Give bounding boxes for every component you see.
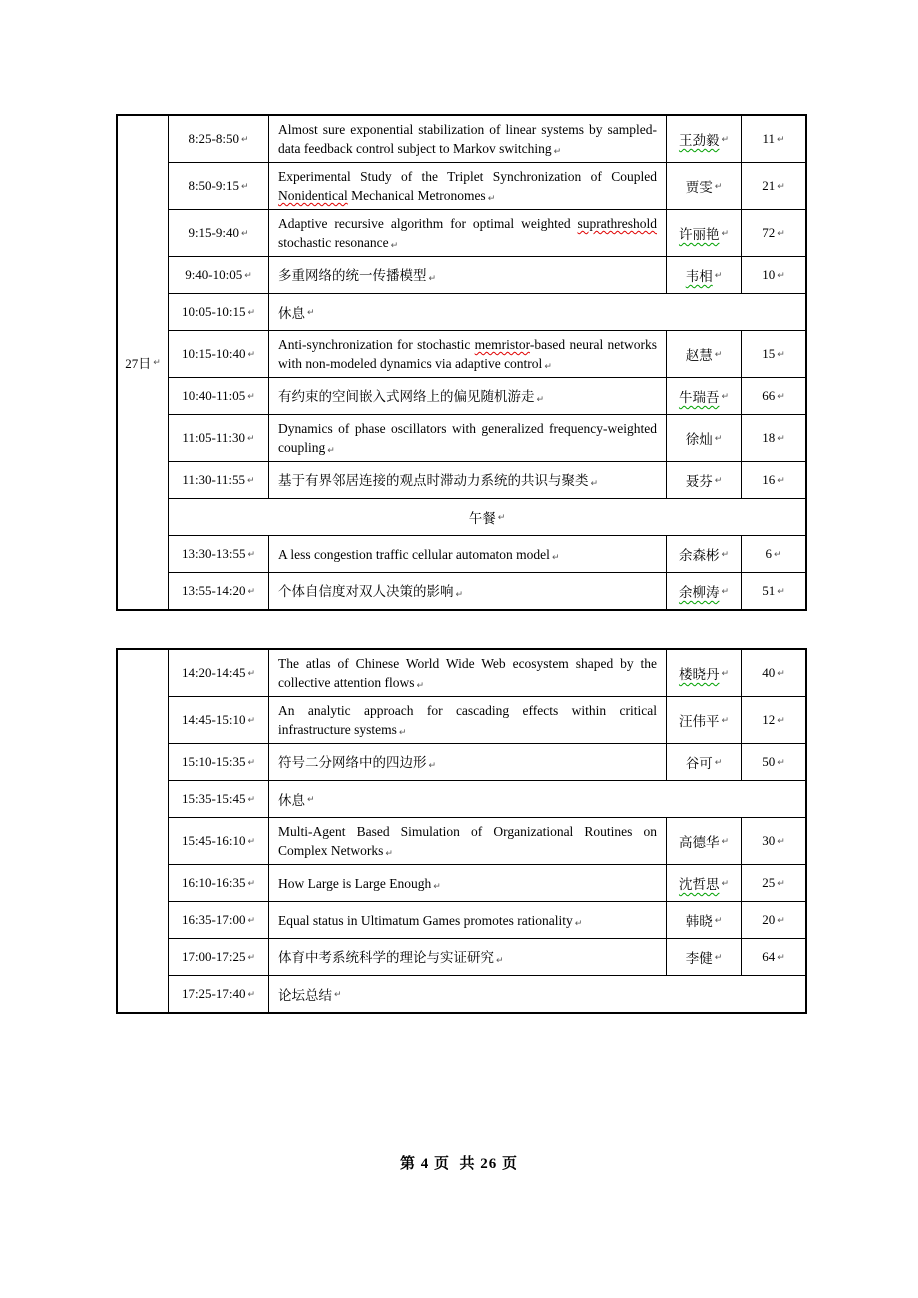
paragraph-mark-icon: ↵	[390, 241, 399, 251]
paragraph-mark-icon: ↵	[496, 955, 504, 966]
title-cell	[269, 939, 666, 975]
paragraph-mark-icon: ↵	[247, 433, 255, 444]
time-cell	[169, 939, 269, 975]
paragraph-mark-icon: ↵	[247, 475, 255, 486]
table-row	[169, 414, 805, 461]
paragraph-mark-icon: ↵	[247, 391, 255, 402]
page-number-text: 25	[762, 875, 776, 890]
title-cell	[269, 650, 666, 696]
paragraph-mark-icon: ↵	[241, 228, 249, 239]
title-cell	[269, 536, 666, 572]
time-cell	[169, 697, 269, 743]
time-text: 11:30-11:55	[182, 472, 246, 487]
table-row	[169, 975, 805, 1012]
title-fragment: Multi-Agent Based Simulation of Organizational Routines on Complex Networks	[278, 824, 657, 858]
paragraph-mark-icon: ↵	[721, 134, 730, 145]
time-text: 15:35-15:45	[181, 791, 246, 806]
title-text	[278, 822, 657, 860]
time-text: 9:15-9:40	[188, 225, 239, 240]
time-cell	[169, 744, 269, 780]
page-number-cell	[741, 163, 805, 209]
paragraph-mark-icon: ↵	[721, 715, 730, 726]
title-fragment: Mechanical Metronomes	[347, 188, 486, 203]
paragraph-mark-icon: ↵	[385, 849, 393, 859]
page-number-cell	[741, 116, 805, 162]
paragraph-mark-icon: ↵	[551, 552, 560, 563]
paragraph-mark-icon: ↵	[714, 349, 723, 360]
title-text	[278, 214, 657, 252]
paragraph-mark-icon: ↵	[244, 270, 252, 281]
table-row	[169, 209, 805, 256]
paragraph-mark-icon: ↵	[544, 362, 552, 372]
time-text: 17:00-17:25	[181, 949, 246, 964]
title-cell	[269, 573, 666, 609]
paragraph-mark-icon: ↵	[777, 715, 785, 726]
page-number-text: 72	[762, 225, 776, 240]
speaker-cell	[666, 697, 741, 743]
title-fragment: 有约束的空间嵌入式网络上的偏见随机游走	[278, 388, 535, 404]
paragraph-mark-icon: ↵	[721, 586, 730, 597]
page-number-cell	[741, 939, 805, 975]
paragraph-mark-icon: ↵	[247, 307, 256, 318]
paragraph-mark-icon: ↵	[497, 512, 506, 523]
paragraph-mark-icon: ↵	[721, 668, 730, 679]
paragraph-mark-icon: ↵	[398, 728, 407, 738]
paragraph-mark-icon: ↵	[777, 181, 785, 192]
paragraph-mark-icon: ↵	[777, 228, 785, 239]
table-row	[169, 461, 805, 498]
break-label: 休息	[278, 306, 305, 321]
title-fragment: suprathreshold	[577, 216, 657, 231]
paragraph-mark-icon: ↵	[721, 228, 730, 239]
page-number-text: 21	[762, 178, 776, 193]
title-text	[278, 387, 657, 406]
title-text	[278, 167, 657, 205]
title-fragment: How Large is Large Enough	[278, 875, 432, 891]
page-number-cell	[741, 378, 805, 414]
paragraph-mark-icon: ↵	[714, 181, 723, 192]
time-text: 17:25-17:40	[181, 986, 246, 1001]
speaker-name: 牛瑞吾	[678, 390, 720, 405]
time-text: 16:35-17:00	[181, 912, 246, 927]
time-text: 16:10-16:35	[181, 875, 246, 890]
title-fragment: memristor	[474, 337, 530, 352]
paragraph-mark-icon: ↵	[247, 668, 256, 679]
table-row	[169, 330, 805, 377]
time-text: 10:05-10:15	[181, 304, 246, 319]
speaker-cell	[666, 116, 741, 162]
time-cell	[169, 865, 269, 901]
speaker-name: 高德华	[678, 835, 720, 850]
page-number-text: 40	[762, 665, 776, 680]
title-text	[278, 266, 657, 285]
lunch-cell	[169, 499, 805, 535]
title-cell	[269, 744, 666, 780]
paragraph-mark-icon: ↵	[776, 134, 785, 145]
speaker-cell	[666, 818, 741, 864]
table-rows	[169, 650, 805, 1012]
date-label: 27日	[125, 356, 152, 371]
speaker-name: 余柳涛	[678, 585, 720, 600]
title-text	[278, 911, 657, 930]
paragraph-mark-icon: ↵	[536, 394, 545, 405]
table-row	[169, 864, 805, 901]
table-row	[169, 377, 805, 414]
page-number-cell	[741, 462, 805, 498]
title-cell	[269, 697, 666, 743]
title-fragment: Nonidentical	[278, 188, 348, 203]
page-number-cell	[741, 573, 805, 609]
speaker-cell	[666, 902, 741, 938]
title-cell	[269, 116, 666, 162]
table-row	[169, 535, 805, 572]
time-cell	[169, 902, 269, 938]
paragraph-mark-icon: ↵	[153, 358, 161, 368]
paragraph-mark-icon: ↵	[714, 757, 723, 768]
table-row	[169, 256, 805, 293]
speaker-cell	[666, 536, 741, 572]
table-row	[169, 572, 805, 609]
paragraph-mark-icon: ↵	[773, 549, 782, 560]
time-text: 15:45-16:10	[181, 833, 246, 848]
paragraph-mark-icon: ↵	[307, 794, 315, 805]
table-row	[169, 901, 805, 938]
break-cell	[269, 294, 805, 330]
table-row	[169, 498, 805, 535]
title-fragment: 个体自信度对双人决策的影响	[278, 583, 454, 599]
paragraph-mark-icon: ↵	[721, 878, 730, 889]
paragraph-mark-icon: ↵	[777, 391, 785, 402]
page-number-cell	[741, 865, 805, 901]
speaker-cell	[666, 650, 741, 696]
paragraph-mark-icon: ↵	[247, 794, 256, 805]
time-text: 11:05-11:30	[182, 430, 246, 445]
speaker-cell	[666, 257, 741, 293]
speaker-name: 王劲毅	[678, 133, 720, 148]
table-row	[169, 743, 805, 780]
title-fragment: 符号二分网络中的四边形	[278, 754, 427, 770]
paragraph-mark-icon: ↵	[777, 878, 785, 889]
speaker-cell	[666, 462, 741, 498]
table-row	[169, 650, 805, 696]
paragraph-mark-icon: ↵	[487, 194, 496, 204]
paragraph-mark-icon: ↵	[721, 391, 730, 402]
page-number-text: 10	[762, 267, 776, 282]
table-row	[169, 938, 805, 975]
title-text	[278, 582, 657, 601]
paragraph-mark-icon: ↵	[714, 433, 723, 444]
title-fragment: 体育中考系统科学的理论与实证研究	[278, 949, 494, 965]
title-cell	[269, 257, 666, 293]
paragraph-mark-icon: ↵	[428, 760, 437, 771]
time-cell	[169, 818, 269, 864]
title-fragment: A less congestion traffic cellular automaton model	[278, 546, 550, 562]
break-cell	[269, 976, 805, 1012]
page-number-cell	[741, 536, 805, 572]
speaker-name: 聂芬	[685, 474, 713, 489]
time-cell	[169, 116, 269, 162]
break-cell	[269, 781, 805, 817]
title-cell	[269, 210, 666, 256]
paragraph-mark-icon: ↵	[777, 586, 785, 597]
speaker-cell	[666, 163, 741, 209]
time-cell	[169, 415, 269, 461]
paragraph-mark-icon: ↵	[574, 918, 583, 929]
page-number-text: 64	[762, 949, 776, 964]
page-number-cell	[741, 331, 805, 377]
paragraph-mark-icon: ↵	[247, 757, 256, 768]
page-number-cell	[741, 744, 805, 780]
page-number-text: 20	[762, 912, 776, 927]
paragraph-mark-icon: ↵	[455, 589, 464, 600]
page-number-text: 6	[765, 546, 772, 561]
page-number-text: 12	[762, 712, 776, 727]
time-text: 8:50-9:15	[188, 178, 239, 193]
paragraph-mark-icon: ↵	[777, 668, 785, 679]
paragraph-mark-icon: ↵	[247, 952, 256, 963]
page-number-text: 51	[762, 583, 776, 598]
speaker-name: 韦相	[685, 269, 713, 284]
paragraph-mark-icon: ↵	[247, 836, 256, 847]
time-cell	[169, 573, 269, 609]
title-cell	[269, 902, 666, 938]
page-number-text: 16	[762, 472, 776, 487]
paragraph-mark-icon: ↵	[247, 549, 256, 560]
speaker-cell	[666, 744, 741, 780]
table-row	[169, 817, 805, 864]
time-cell	[169, 536, 269, 572]
schedule-table	[116, 648, 807, 1014]
title-fragment: An analytic approach for cascading effects within critical infrastructure systems	[278, 703, 657, 737]
paragraph-mark-icon: ↵	[247, 586, 256, 597]
title-fragment: 基于有界邻居连接的观点时滞动力系统的共识与聚类	[278, 472, 589, 488]
title-text	[278, 701, 657, 739]
title-text	[278, 419, 657, 457]
title-fragment: Equal status in Ultimatum Games promotes rationality	[278, 912, 573, 928]
date-column	[118, 116, 169, 609]
page-number-text: 30	[762, 833, 776, 848]
paragraph-mark-icon: ↵	[714, 475, 723, 486]
title-fragment: Anti-synchronization for stochastic	[278, 337, 475, 352]
page-number-cell	[741, 650, 805, 696]
speaker-cell	[666, 210, 741, 256]
speaker-name: 沈哲思	[678, 877, 720, 892]
title-text	[278, 874, 657, 893]
table-row	[169, 696, 805, 743]
date-column	[118, 650, 169, 1012]
paragraph-mark-icon: ↵	[777, 757, 785, 768]
title-fragment: Experimental Study of the Triplet Synchronization of Coupled	[278, 169, 657, 184]
speaker-name: 贾雯	[685, 180, 713, 195]
title-fragment: 多重网络的统一传播模型	[278, 267, 427, 283]
paragraph-mark-icon: ↵	[777, 433, 785, 444]
title-text	[278, 654, 657, 692]
speaker-name: 许丽艳	[678, 227, 720, 242]
title-fragment: Almost sure exponential stabilization of linear systems by sampled-data feedback control subject to Markov switching	[278, 122, 657, 156]
paragraph-mark-icon: ↵	[721, 549, 730, 560]
time-cell	[169, 378, 269, 414]
title-fragment: Dynamics of phase oscillators with generalized frequency-weighted coupling	[278, 421, 657, 455]
table-rows	[169, 116, 805, 609]
paragraph-mark-icon: ↵	[777, 349, 785, 360]
speaker-name: 赵慧	[685, 348, 713, 363]
time-cell	[169, 650, 269, 696]
speaker-name: 李健	[685, 951, 713, 966]
time-text: 8:25-8:50	[188, 131, 239, 146]
title-cell	[269, 163, 666, 209]
paragraph-mark-icon: ↵	[334, 989, 342, 1000]
title-cell	[269, 415, 666, 461]
paragraph-mark-icon: ↵	[327, 446, 335, 456]
speaker-name: 余森彬	[678, 548, 720, 563]
title-text	[278, 335, 657, 373]
paragraph-mark-icon: ↵	[721, 836, 730, 847]
paragraph-mark-icon: ↵	[416, 681, 425, 691]
page-number-cell	[741, 210, 805, 256]
time-text: 13:30-13:55	[181, 546, 246, 561]
page-number-text: 11	[762, 131, 775, 146]
paragraph-mark-icon: ↵	[590, 478, 599, 489]
time-text: 14:45-15:10	[181, 712, 246, 727]
speaker-name: 徐灿	[685, 432, 713, 447]
table-row	[169, 293, 805, 330]
time-text: 15:10-15:35	[181, 754, 246, 769]
title-fragment: stochastic resonance	[278, 235, 389, 250]
paragraph-mark-icon: ↵	[714, 952, 723, 963]
paragraph-mark-icon: ↵	[247, 715, 256, 726]
title-cell	[269, 462, 666, 498]
speaker-name: 谷可	[685, 756, 713, 771]
page-number-text: 18	[762, 430, 776, 445]
paragraph-mark-icon: ↵	[247, 349, 256, 360]
time-text: 9:40-10:05	[185, 267, 243, 282]
time-text: 10:15-10:40	[181, 346, 246, 361]
title-fragment: -based neural networks with non-modeled dynamics via adaptive control	[278, 337, 657, 371]
time-cell	[169, 210, 269, 256]
speaker-cell	[666, 939, 741, 975]
speaker-cell	[666, 415, 741, 461]
paragraph-mark-icon: ↵	[714, 915, 723, 926]
speaker-cell	[666, 573, 741, 609]
break-label: 论坛总结	[278, 988, 332, 1003]
paragraph-mark-icon: ↵	[241, 181, 249, 192]
time-cell	[169, 462, 269, 498]
page-number-text: 15	[762, 346, 776, 361]
page-number-cell	[741, 902, 805, 938]
time-cell	[169, 257, 269, 293]
speaker-cell	[666, 331, 741, 377]
speaker-name: 楼晓丹	[678, 667, 720, 682]
page-number-text: 50	[762, 754, 776, 769]
title-cell	[269, 818, 666, 864]
title-cell	[269, 865, 666, 901]
paragraph-mark-icon: ↵	[553, 147, 562, 157]
speaker-cell	[666, 865, 741, 901]
paragraph-mark-icon: ↵	[247, 989, 256, 1000]
paragraph-mark-icon: ↵	[777, 270, 785, 281]
paragraph-mark-icon: ↵	[777, 952, 785, 963]
paragraph-mark-icon: ↵	[241, 134, 249, 145]
break-label: 休息	[278, 793, 305, 808]
paragraph-mark-icon: ↵	[428, 273, 437, 284]
lunch-label: 午餐	[468, 511, 496, 526]
paragraph-mark-icon: ↵	[714, 270, 723, 281]
paragraph-mark-icon: ↵	[433, 881, 441, 892]
table-row	[169, 780, 805, 817]
paragraph-mark-icon: ↵	[777, 475, 785, 486]
title-text	[278, 471, 657, 490]
page-number-cell	[741, 697, 805, 743]
page-number-cell	[741, 415, 805, 461]
time-cell	[169, 163, 269, 209]
schedule-table	[116, 114, 807, 611]
time-text: 10:40-11:05	[182, 388, 246, 403]
title-fragment: The atlas of Chinese World Wide Web ecosystem shaped by the collective attention flows	[278, 656, 657, 690]
table-row	[169, 116, 805, 162]
title-text	[278, 120, 657, 158]
time-cell	[169, 294, 269, 330]
time-text: 13:55-14:20	[181, 583, 246, 598]
page-number-cell	[741, 257, 805, 293]
title-text	[278, 545, 657, 564]
speaker-name: 韩晓	[685, 914, 713, 929]
time-text: 14:20-14:45	[181, 665, 246, 680]
paragraph-mark-icon: ↵	[247, 878, 256, 889]
title-text	[278, 753, 657, 772]
speaker-name: 汪伟平	[678, 714, 720, 729]
time-cell	[169, 331, 269, 377]
paragraph-mark-icon: ↵	[777, 915, 785, 926]
title-cell	[269, 378, 666, 414]
page-number-footer: 第 4 页 共 26 页	[399, 1156, 518, 1172]
table-row	[169, 162, 805, 209]
time-cell	[169, 976, 269, 1012]
page-number-cell	[741, 818, 805, 864]
page-number-text: 66	[762, 388, 776, 403]
paragraph-mark-icon: ↵	[247, 915, 256, 926]
time-cell	[169, 781, 269, 817]
paragraph-mark-icon: ↵	[307, 307, 315, 318]
title-fragment: Adaptive recursive algorithm for optimal weighted	[278, 216, 578, 231]
paragraph-mark-icon: ↵	[777, 836, 785, 847]
title-cell	[269, 331, 666, 377]
title-text	[278, 948, 657, 967]
speaker-cell	[666, 378, 741, 414]
